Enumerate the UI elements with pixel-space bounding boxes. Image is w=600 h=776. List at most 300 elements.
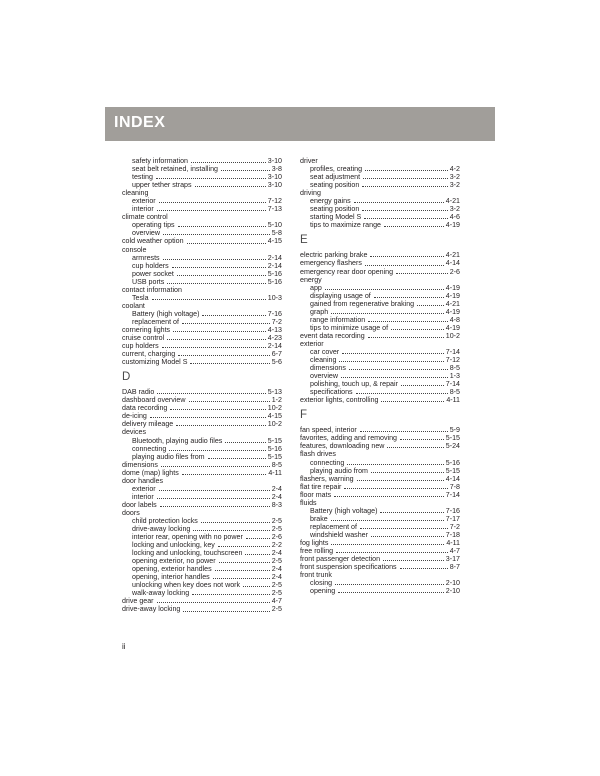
index-entry (122, 237, 282, 245)
index-page-ref: 5-24 (445, 442, 460, 451)
index-page-ref: 4-2 (449, 165, 460, 174)
index-term: seat adjustment (310, 173, 361, 182)
index-entry (122, 286, 282, 294)
index-page-ref: 4-23 (267, 334, 282, 343)
index-entry (300, 259, 460, 267)
index-page-ref: 4-14 (445, 259, 460, 268)
dot-leader (245, 554, 269, 555)
index-page-ref: 4-19 (445, 221, 460, 230)
index-subentry (122, 181, 282, 189)
index-entry (122, 461, 282, 469)
index-page-ref: 5-10 (267, 221, 282, 230)
dot-leader (157, 498, 270, 499)
dot-leader (331, 544, 444, 545)
dot-leader (225, 442, 265, 443)
index-subentry (300, 213, 460, 221)
dot-leader (354, 202, 444, 203)
index-page-ref: 2-14 (267, 253, 282, 262)
index-term: seating position (310, 205, 360, 214)
index-page-ref: 10-2 (445, 331, 460, 340)
dot-leader (170, 409, 265, 410)
index-entry (122, 326, 282, 334)
dot-leader (150, 417, 266, 418)
index-page-ref: 7-16 (445, 506, 460, 515)
index-page-ref: 7-13 (267, 205, 282, 214)
index-subentry (300, 356, 460, 364)
index-term: safety information (132, 157, 188, 165)
index-page-ref: 7-17 (445, 514, 460, 523)
index-term: app (310, 283, 322, 292)
index-term: drive gear (122, 597, 154, 606)
dot-leader (159, 202, 266, 203)
index-entry (300, 563, 460, 571)
section-letter: E (300, 234, 308, 247)
dot-leader (202, 315, 265, 316)
index-subentry (122, 310, 282, 318)
index-page-ref: 2-4 (271, 549, 282, 558)
dot-leader (364, 218, 447, 219)
index-subentry (122, 157, 282, 165)
index-page-ref: 1-3 (449, 372, 460, 381)
index-page-ref: 3-2 (449, 205, 460, 214)
index-term: delivery mileage (122, 420, 174, 429)
index-page-ref: 3-10 (267, 181, 282, 190)
dot-leader (192, 594, 270, 595)
index-subentry (300, 507, 460, 515)
dot-leader (368, 321, 448, 322)
dot-leader (400, 439, 444, 440)
index-term: door handles (122, 476, 164, 485)
index-page-ref: 7-12 (445, 356, 460, 365)
dot-leader (362, 210, 447, 211)
dot-leader (339, 361, 443, 362)
index-entry (300, 571, 460, 579)
index-term: graph (310, 307, 329, 316)
index-page-ref: 4-6 (449, 213, 460, 222)
dot-leader (349, 369, 448, 370)
index-entry (122, 213, 282, 221)
index-entry (122, 404, 282, 412)
dot-leader (182, 323, 270, 324)
index-entry (122, 388, 282, 396)
dot-leader (215, 570, 270, 571)
index-term: drive-away locking (122, 605, 181, 614)
index-subentry (122, 254, 282, 262)
index-page-ref: 8-3 (271, 500, 282, 509)
index-page-ref: 4-19 (445, 291, 460, 300)
index-page-ref: 8-5 (449, 388, 460, 397)
dot-leader (160, 506, 270, 507)
index-term: upper tether straps (132, 181, 192, 190)
dot-leader (335, 584, 444, 585)
index-term: front passenger detection (300, 555, 381, 564)
index-term: cup holders (122, 342, 159, 351)
index-page-ref: 2-10 (445, 579, 460, 588)
index-subentry (122, 205, 282, 213)
index-page-ref: 5-6 (271, 358, 282, 367)
index-page-ref: 5-15 (267, 436, 282, 445)
index-page-ref: 10-2 (267, 420, 282, 429)
index-page-ref: 5-16 (267, 277, 282, 286)
dot-leader (201, 522, 270, 523)
dot-leader (178, 226, 266, 227)
index-page-ref: 2-5 (271, 581, 282, 590)
index-page-ref: 7-18 (445, 530, 460, 539)
index-term: emergency flashers (300, 259, 362, 268)
index-page-ref: 1-2 (271, 396, 282, 405)
index-term: data recording (122, 404, 168, 413)
index-entry (300, 268, 460, 276)
index-subentry (122, 437, 282, 445)
index-term: exterior (132, 197, 156, 206)
index-subentry (122, 589, 282, 597)
dot-leader (173, 331, 266, 332)
index-entry (300, 189, 460, 197)
dot-leader (163, 259, 266, 260)
index-term: climate control (122, 213, 168, 222)
index-subentry (122, 294, 282, 302)
dot-leader (208, 458, 266, 459)
index-term: cornering lights (122, 325, 171, 334)
index-page-ref: 5-15 (445, 434, 460, 443)
index-subentry (122, 270, 282, 278)
index-entry (122, 605, 282, 613)
dot-leader (342, 353, 444, 354)
index-page-ref: 2-5 (271, 525, 282, 534)
index-term: door labels (122, 500, 157, 509)
index-page-ref: 4-21 (445, 251, 460, 260)
index-entry (300, 499, 460, 507)
index-subentry (122, 565, 282, 573)
dot-leader (396, 273, 448, 274)
dot-leader (383, 560, 444, 561)
index-page-ref: 7-8 (449, 482, 460, 491)
dot-leader (156, 178, 266, 179)
index-term: free rolling (300, 547, 334, 556)
index-subentry (122, 165, 282, 173)
dot-leader (363, 178, 448, 179)
index-subentry (122, 445, 282, 453)
index-page-ref: 7-14 (445, 347, 460, 356)
dot-leader (213, 578, 270, 579)
index-page-ref: 8-7 (449, 563, 460, 572)
index-term: Battery (high voltage) (310, 506, 378, 515)
index-entry (300, 491, 460, 499)
index-term: playing audio from (310, 466, 368, 475)
index-entry (122, 342, 282, 350)
index-term: coolant (122, 301, 145, 310)
dot-leader (334, 496, 444, 497)
index-subentry (122, 278, 282, 286)
index-subentry (122, 549, 282, 557)
index-subentry (300, 523, 460, 531)
dot-leader (365, 170, 448, 171)
dot-leader (387, 447, 443, 448)
dot-leader (187, 243, 266, 244)
dot-leader (368, 337, 444, 338)
index-page-ref: 7-16 (267, 309, 282, 318)
index-subentry (122, 557, 282, 565)
index-subentry (300, 380, 460, 388)
index-term: closing (310, 579, 333, 588)
index-subentry (300, 364, 460, 372)
index-term: floor mats (300, 490, 332, 499)
index-term: overview (132, 229, 160, 238)
dot-leader (152, 299, 266, 300)
index-entry (300, 276, 460, 284)
index-entry (300, 157, 460, 165)
index-term: favorites, adding and removing (300, 434, 398, 443)
index-term: emergency rear door opening (300, 267, 394, 276)
index-term: current, charging (122, 350, 176, 359)
index-subentry (300, 300, 460, 308)
index-page-ref: 4-13 (267, 325, 282, 334)
index-subentry (122, 197, 282, 205)
index-page-ref: 3-2 (449, 173, 460, 182)
index-subentry (300, 348, 460, 356)
index-term: specifications (310, 388, 353, 397)
index-page-ref: 3-10 (267, 157, 282, 165)
index-page-ref: 4-8 (449, 315, 460, 324)
index-term: fluids (300, 498, 317, 507)
index-term: dome (map) lights (122, 468, 179, 477)
index-term: seating position (310, 181, 360, 190)
dot-leader (360, 528, 448, 529)
index-page-ref: 4-7 (449, 547, 460, 556)
dot-leader (191, 162, 266, 163)
index-term: starting Model S (310, 213, 362, 222)
index-entry (122, 412, 282, 420)
dot-leader (347, 464, 443, 465)
index-page-ref: 2-5 (271, 589, 282, 598)
index-entry (122, 477, 282, 485)
index-term: opening, interior handles (132, 573, 210, 582)
section-letter: F (300, 409, 308, 422)
index-term: doors (122, 508, 140, 517)
dot-leader (218, 546, 270, 547)
index-entry (122, 358, 282, 366)
index-page-ref: 7-14 (445, 380, 460, 389)
dot-leader (167, 283, 265, 284)
index-subentry (122, 541, 282, 549)
dot-leader (157, 393, 265, 394)
index-page-ref: 2-4 (271, 484, 282, 493)
index-subentry (300, 587, 460, 595)
index-term: dimensions (310, 364, 346, 373)
dot-leader (336, 552, 448, 553)
index-term: fan speed, interior (300, 426, 357, 435)
index-page-ref: 7-14 (445, 490, 460, 499)
index-term: exterior (132, 484, 156, 493)
index-term: range information (310, 315, 366, 324)
index-page-ref: 3-17 (445, 555, 460, 564)
index-page-ref: 5-15 (267, 452, 282, 461)
dot-leader (161, 466, 270, 467)
index-term: interior (132, 205, 154, 214)
index-page-ref: 8-5 (449, 364, 460, 373)
index-term: profiles, creating (310, 165, 363, 174)
index-term: replacement of (132, 317, 179, 326)
index-term: polishing, touch up, & repair (310, 380, 398, 389)
dot-leader (169, 450, 265, 451)
index-subentry (300, 388, 460, 396)
index-subentry (300, 221, 460, 229)
index-term: energy (300, 275, 322, 284)
dot-leader (172, 267, 266, 268)
index-page-ref: 10-3 (267, 293, 282, 302)
index-entry (122, 302, 282, 310)
index-term: Bluetooth, playing audio files (132, 436, 223, 445)
index-subentry (122, 173, 282, 181)
index-entry (122, 396, 282, 404)
index-term: playing audio files from (132, 452, 205, 461)
section-letter: D (122, 371, 131, 384)
index-subentry (122, 229, 282, 237)
index-subentry (122, 573, 282, 581)
index-subentry (122, 517, 282, 525)
index-subentry (122, 493, 282, 501)
index-page-ref: 4-15 (267, 412, 282, 421)
index-term: fog lights (300, 538, 329, 547)
dot-leader (360, 431, 448, 432)
dot-leader (362, 186, 447, 187)
index-page-ref: 8-5 (271, 460, 282, 469)
index-term: windshield washer (310, 530, 368, 539)
index-term: seat belt retained, installing (132, 165, 218, 174)
index-term: connecting (132, 444, 167, 453)
index-page-ref: 4-21 (445, 299, 460, 308)
index-term: Tesla (132, 293, 149, 302)
dot-leader (374, 297, 444, 298)
index-term: front trunk (300, 571, 332, 580)
index-entry (300, 396, 460, 404)
index-header-bar (105, 107, 495, 141)
index-term: Battery (high voltage) (132, 309, 200, 318)
index-term: drive-away locking (132, 525, 191, 534)
index-page-ref: 7-2 (449, 522, 460, 531)
dot-leader (193, 530, 269, 531)
index-term: overview (310, 372, 338, 381)
index-subentry (300, 197, 460, 205)
index-subentry (300, 308, 460, 316)
index-subentry (300, 284, 460, 292)
index-term: features, downloading new (300, 442, 385, 451)
dot-leader (190, 363, 269, 364)
index-entry (300, 332, 460, 340)
index-term: car cover (310, 347, 340, 356)
index-term: cleaning (310, 356, 337, 365)
index-term: testing (132, 173, 153, 182)
index-entry (122, 469, 282, 477)
index-entry (300, 475, 460, 483)
index-page-ref: 4-15 (267, 237, 282, 246)
dot-leader (331, 313, 444, 314)
index-subentry (300, 531, 460, 539)
dot-leader (401, 385, 444, 386)
index-term: cruise control (122, 334, 165, 343)
index-term: exterior lights, controlling (300, 396, 379, 405)
index-entry (300, 547, 460, 555)
index-term: tips to minimize usage of (310, 323, 389, 332)
dot-leader (384, 226, 444, 227)
index-entry (122, 246, 282, 254)
index-term: energy gains (310, 197, 351, 206)
index-page-ref: 5-8 (271, 229, 282, 238)
index-term: de-icing (122, 412, 147, 421)
dot-leader (338, 592, 444, 593)
index-page-ref: 2-6 (449, 267, 460, 276)
index-page-ref: 5-13 (267, 388, 282, 397)
index-page-ref: 4-21 (445, 197, 460, 206)
index-term: driver (300, 157, 318, 165)
page-number: ii (122, 642, 126, 651)
index-term: interior (132, 492, 154, 501)
index-subentry (300, 165, 460, 173)
dot-leader (195, 186, 266, 187)
index-subentry (300, 467, 460, 475)
index-term: walk-away locking (132, 589, 190, 598)
index-term: flash drives (300, 450, 336, 459)
dot-leader (356, 393, 448, 394)
index-term: armrests (132, 253, 160, 262)
index-term: dimensions (122, 460, 158, 469)
index-term: replacement of (310, 522, 357, 531)
index-page-ref: 2-5 (271, 605, 282, 614)
index-term: gained from regenerative braking (310, 299, 415, 308)
index-page-ref: 2-10 (445, 587, 460, 596)
index-page-ref: 4-11 (446, 396, 460, 405)
index-term: opening, exterior handles (132, 565, 212, 574)
index-page-ref: 4-19 (445, 307, 460, 316)
index-term: locking and unlocking, key (132, 541, 215, 550)
index-term: event data recording (300, 331, 365, 340)
index-page-ref: 2-14 (267, 342, 282, 351)
dot-leader (417, 305, 444, 306)
index-page-ref: 7-2 (271, 317, 282, 326)
index-subentry (300, 181, 460, 189)
index-term: devices (122, 428, 147, 437)
dot-leader (176, 425, 266, 426)
index-entry (300, 251, 460, 259)
dot-leader (157, 602, 270, 603)
index-entry (122, 420, 282, 428)
index-term: opening exterior, no power (132, 557, 216, 566)
index-page-ref: 3-2 (449, 181, 460, 190)
index-subentry (300, 205, 460, 213)
index-term: contact information (122, 285, 182, 294)
dot-leader (380, 512, 443, 513)
dot-leader (391, 329, 444, 330)
dot-leader (365, 265, 444, 266)
index-term: opening (310, 587, 336, 596)
dot-leader (219, 562, 270, 563)
index-entry (300, 483, 460, 491)
index-entry (300, 442, 460, 450)
dot-leader (371, 536, 444, 537)
index-term: locking and unlocking, touchscreen (132, 549, 243, 558)
index-entry (122, 501, 282, 509)
index-subentry (122, 453, 282, 461)
index-subentry (300, 515, 460, 523)
index-entry (122, 597, 282, 605)
index-page-ref: 2-4 (271, 492, 282, 501)
index-term: cold weather option (122, 237, 184, 246)
index-term: driving (300, 189, 321, 198)
index-term: exterior (300, 339, 324, 348)
index-term: electric parking brake (300, 251, 368, 260)
index-subentry (122, 525, 282, 533)
page-title: INDEX (114, 114, 166, 131)
